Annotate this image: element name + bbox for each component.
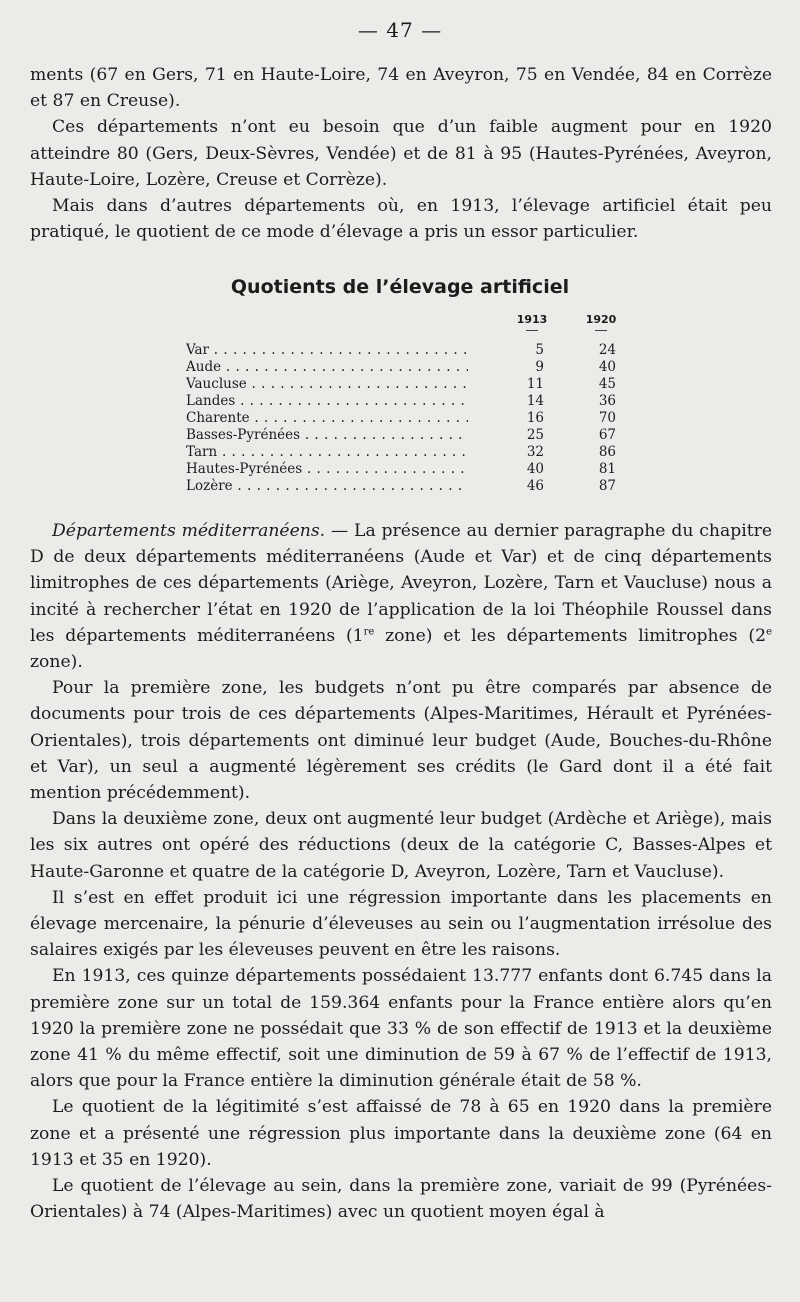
department-name: Tarn . . . — [186, 444, 468, 461]
department-name: Landes . . . — [186, 393, 468, 410]
value-1913: 9 — [535, 359, 544, 375]
table-row — [186, 359, 636, 376]
paragraph: En 1913, ces quinze départements possédaient 13.777 enfants dont 6.745 dans la première zone sur un total de 159.364 enfants pour la France entière alors qu’en 1920 la première zone ne possédait que 33 % de son effectif de 1913 et la deuxième zone 41 % du même effectif, soit une diminution de 59 à 67 % de l’effectif de 1913, alors que pour la France entière la diminution générale était de 58 %. — [30, 966, 772, 1092]
department-name: Vaucluse . . . — [186, 376, 468, 393]
header-rule — [526, 330, 538, 331]
value-1913: 40 — [526, 461, 544, 477]
table-row — [186, 410, 636, 427]
table-row — [186, 444, 636, 461]
quotient-table — [186, 342, 636, 495]
paragraph: Pour la première zone, les budgets n’ont pu être comparés par absence de documents pour trois de ces départements (Alpes-Maritimes, Hérault et Pyrénées-Orientales), trois départements ont diminué leur budget (Aude, Bouches-du-Rhône et Var), un seul a augmenté légèrement ses crédits (le Gard dont il a été fait mention précédemment). — [30, 678, 772, 804]
paragraph: ments (67 en Gers, 71 en Haute-Loire, 74 en Aveyron, 75 en Vendée, 84 en Corrèze et 87 en Creuse). — [30, 65, 772, 112]
value-1920: 67 — [598, 427, 616, 443]
value-1920: 70 — [598, 410, 616, 426]
department-name: Var . . . — [186, 342, 468, 359]
table-row — [186, 478, 636, 495]
paragraph: Mais dans d’autres départements où, en 1913, l’élevage artificiel était peu pratiqué, le quotient de ce mode d’élevage a pris un essor particulier. — [30, 196, 772, 243]
value-1913: 5 — [535, 342, 544, 358]
department-name: Aude . . . — [186, 359, 468, 376]
top-text-block — [30, 62, 772, 245]
value-1913: 32 — [526, 444, 544, 460]
value-1920: 81 — [598, 461, 616, 477]
value-1920: 36 — [598, 393, 616, 409]
paragraph: Dans la deuxième zone, deux ont augmenté leur budget (Ardèche et Ariège), mais les six autres ont opéré des réductions (deux de la catégorie C, Basses-Alpes et Haute-Garonne et quatre de la catégorie D, Aveyron, Lozère, Tarn et Vaucluse). — [30, 809, 772, 882]
bottom-text-block — [30, 518, 772, 1225]
column-header-1913: 1913 — [516, 313, 548, 326]
value-1913: 11 — [526, 376, 544, 392]
department-name: Basses-Pyrénées . . . — [186, 427, 468, 444]
page-number: — 47 — — [357, 18, 443, 42]
value-1913: 25 — [526, 427, 544, 443]
value-1920: 24 — [598, 342, 616, 358]
value-1920: 45 — [598, 376, 616, 392]
department-name: Charente . . . — [186, 410, 468, 427]
table-row — [186, 427, 636, 444]
section-heading: Départements méditerranéens. — [52, 521, 326, 541]
table-row — [186, 342, 636, 359]
table-row — [186, 393, 636, 410]
table-title: Quotients de l’élevage artificiel — [230, 276, 570, 298]
value-1913: 14 — [526, 393, 544, 409]
column-header-1920: 1920 — [585, 313, 617, 326]
paragraph: Départements méditerranéens. — La présence au dernier paragraphe du chapitre D de deux départements méditerranéens (Aude et Var) et de cinq départements limitrophes de ces départements (Ariège, Aveyron, Lozère, Tarn et Vaucluse) nous a incité à rechercher l’état en 1920 de l’application de la loi Théophile Roussel dans les départements méditerranéens (1re zone) et les départements limitrophes (2e zone). — [30, 521, 772, 673]
paragraph: Ces départements n’ont eu besoin que d’un faible augment pour en 1920 atteindre 80 (Gers, Deux-Sèvres, Vendée) et de 81 à 95 (Hautes-Pyrénées, Aveyron, Haute-Loire, Lozère, Creuse et Corrèze). — [30, 117, 772, 190]
value-1913: 46 — [526, 478, 544, 494]
department-name: Hautes-Pyrénées . . . — [186, 461, 468, 478]
paragraph: Il s’est en effet produit ici une régression importante dans les placements en élevage mercenaire, la pénurie d’éleveuses au sein ou l’augmentation irrésolue des salaires exigés par les éleveuses peuvent en être les raisons. — [30, 887, 772, 961]
value-1920: 86 — [598, 444, 616, 460]
paragraph: Le quotient de l’élevage au sein, dans la première zone, variait de 99 (Pyrénées-Orientales) à 74 (Alpes-Maritimes) avec un quotient moyen égal à — [30, 1176, 772, 1223]
department-name: Lozère . . . — [186, 478, 468, 495]
paragraph: Le quotient de la légitimité s’est affaissé de 78 à 65 en 1920 dans la première zone et a présenté une régression plus importante dans la deuxième zone (64 en 1913 et 35 en 1920). — [30, 1097, 772, 1170]
table-row — [186, 461, 636, 478]
header-rule — [595, 330, 607, 331]
table-row — [186, 376, 636, 393]
value-1920: 40 — [598, 359, 616, 375]
value-1920: 87 — [598, 478, 616, 494]
value-1913: 16 — [526, 410, 544, 426]
